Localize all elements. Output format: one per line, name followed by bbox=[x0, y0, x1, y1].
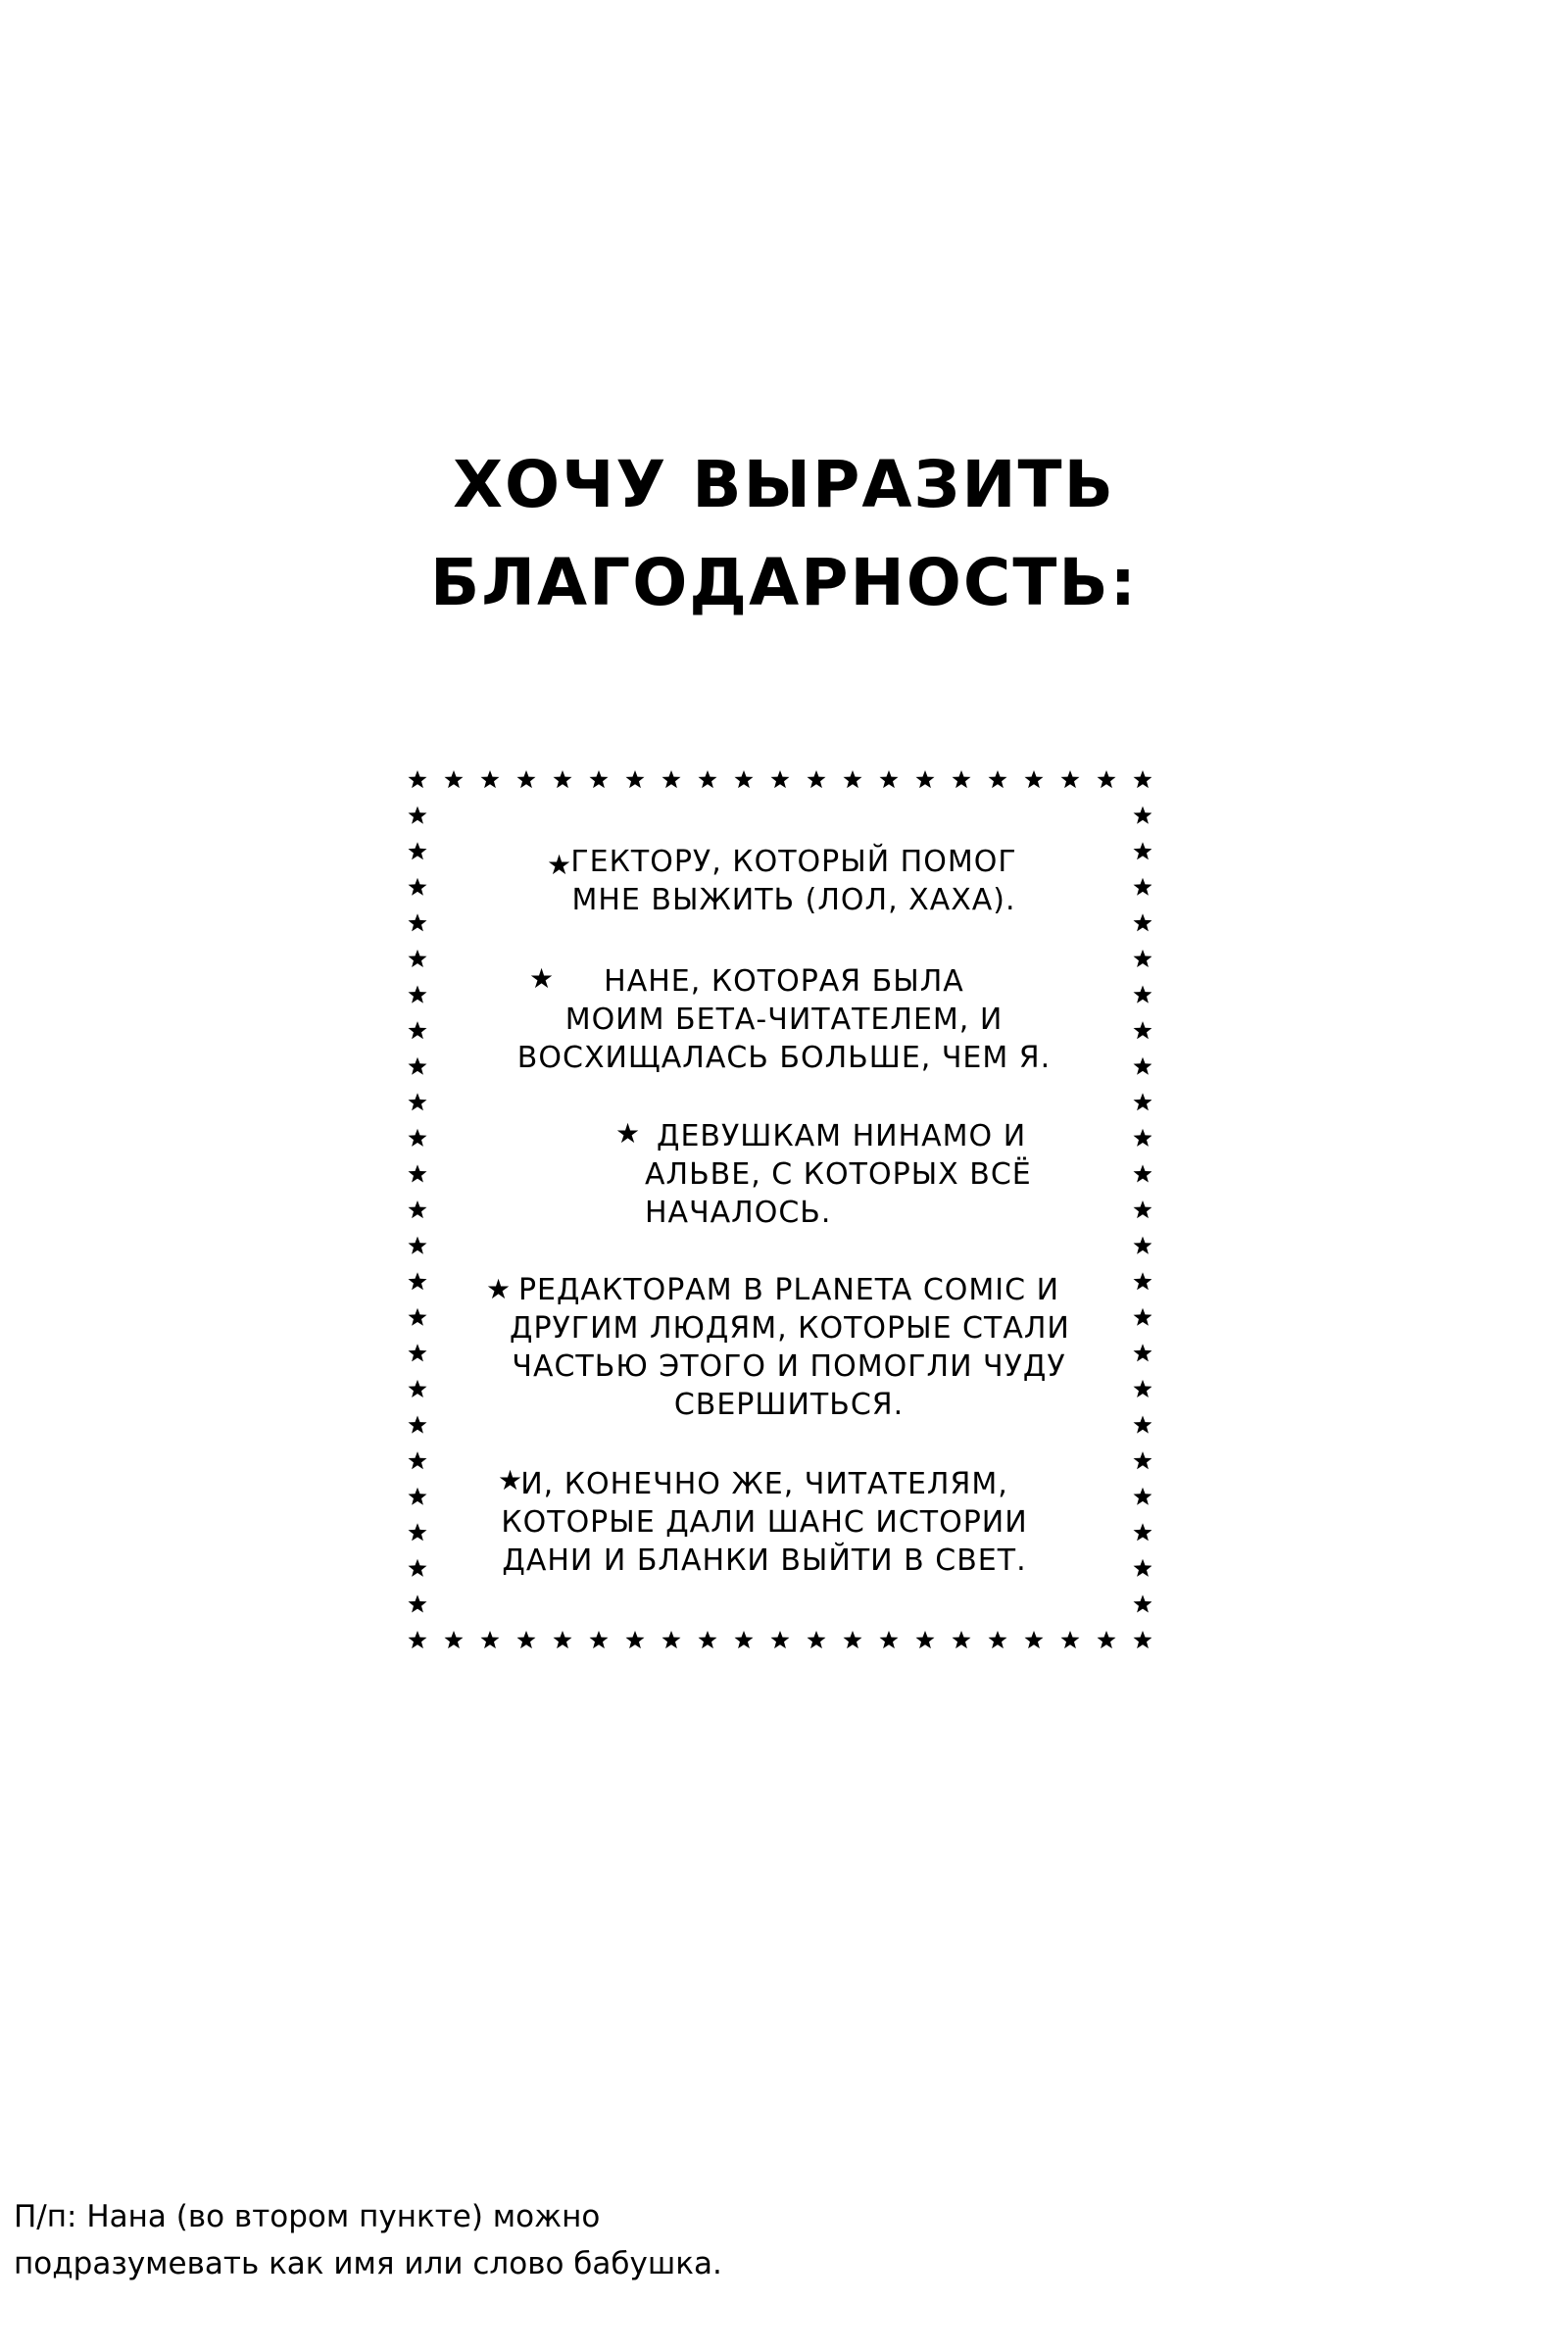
border-star-icon bbox=[409, 1344, 427, 1361]
border-star-icon bbox=[481, 770, 500, 788]
border-star-icon bbox=[409, 1488, 427, 1505]
thanks-item-1-line-2: МНЕ ВЫЖИТЬ (ЛОЛ, ХАХА). bbox=[571, 883, 1016, 917]
border-star-icon bbox=[1134, 986, 1152, 1004]
border-star-icon bbox=[409, 1200, 427, 1218]
border-star-icon bbox=[771, 770, 790, 788]
border-star-icon bbox=[989, 1631, 1007, 1648]
border-star-icon bbox=[1134, 1631, 1152, 1648]
border-star-icon bbox=[554, 1631, 572, 1648]
border-star-icon bbox=[409, 913, 427, 931]
border-star-icon bbox=[409, 1308, 427, 1326]
border-star-icon bbox=[1134, 1559, 1152, 1577]
thanks-item-4 bbox=[510, 1271, 1068, 1424]
thanks-item-3-line-3: НАЧАЛОСЬ. bbox=[645, 1196, 832, 1230]
border-star-icon bbox=[1134, 1308, 1152, 1326]
border-star-icon bbox=[626, 770, 645, 788]
thanks-item-3-line-2: АЛЬВЕ, С КОТОРЫХ ВСЁ bbox=[645, 1157, 1032, 1192]
border-star-icon bbox=[662, 1631, 681, 1648]
border-star-icon bbox=[409, 878, 427, 896]
border-star-icon bbox=[409, 1523, 427, 1541]
thanks-item-1-line-1: ГЕКТОРУ, КОТОРЫЙ ПОМОГ bbox=[570, 845, 1017, 879]
border-star-icon bbox=[699, 770, 717, 788]
thanks-item-2 bbox=[510, 962, 1058, 1077]
border-star-icon bbox=[1061, 1631, 1080, 1648]
thanks-item-3-line-1: ДЕВУШКАМ НИНАМО И bbox=[657, 1119, 1027, 1153]
border-star-icon bbox=[1134, 1164, 1152, 1182]
border-star-icon bbox=[409, 807, 427, 824]
border-star-icon bbox=[409, 842, 427, 859]
border-star-icon bbox=[735, 770, 754, 788]
border-star-icon bbox=[481, 1631, 500, 1648]
border-star-icon bbox=[1134, 878, 1152, 896]
thanks-item-2-line-3: ВОСХИЩАЛАСЬ БОЛЬШЕ, ЧЕМ Я. bbox=[516, 1041, 1052, 1075]
border-star-icon bbox=[409, 1416, 427, 1434]
translator-note-line-1: П/п: Нана (во втором пункте) можно bbox=[14, 2199, 601, 2234]
border-star-icon bbox=[1061, 770, 1080, 788]
border-star-icon bbox=[699, 1631, 717, 1648]
border-star-icon bbox=[409, 1021, 427, 1039]
thanks-item-5-line-2: КОТОРЫЕ ДАЛИ ШАНС ИСТОРИИ bbox=[501, 1505, 1028, 1540]
border-star-icon bbox=[880, 770, 899, 788]
border-star-icon bbox=[771, 1631, 790, 1648]
border-star-icon bbox=[409, 770, 427, 788]
border-star-icon bbox=[554, 770, 572, 788]
border-star-icon bbox=[409, 986, 427, 1004]
thanks-item-5-line-3: ДАНИ И БЛАНКИ ВЫЙТИ В СВЕТ. bbox=[502, 1544, 1027, 1578]
border-star-icon bbox=[662, 770, 681, 788]
thanks-item-5-line-1: И, КОНЕЧНО ЖЕ, ЧИТАТЕЛЯМ, bbox=[520, 1467, 1008, 1501]
border-star-icon bbox=[409, 1451, 427, 1469]
border-star-icon bbox=[808, 1631, 826, 1648]
border-star-icon bbox=[517, 770, 536, 788]
thanks-item-4-line-1: РЕДАКТОРАМ В PLANETA COMIC И bbox=[517, 1273, 1060, 1307]
border-star-icon bbox=[1134, 1488, 1152, 1505]
border-star-icon bbox=[409, 1559, 427, 1577]
border-star-icon bbox=[445, 770, 464, 788]
border-star-icon bbox=[517, 1631, 536, 1648]
border-star-icon bbox=[409, 1631, 427, 1648]
border-star-icon bbox=[808, 770, 826, 788]
bullet-star-icon: ★ bbox=[529, 962, 555, 995]
border-star-icon bbox=[1098, 1631, 1116, 1648]
border-star-icon bbox=[1134, 1594, 1152, 1612]
border-star-icon bbox=[1134, 1021, 1152, 1039]
border-star-icon bbox=[1134, 1129, 1152, 1147]
border-star-icon bbox=[916, 1631, 935, 1648]
page-title bbox=[0, 436, 1568, 632]
translator-note-line-2: подразумевать как имя или слово бабушка. bbox=[14, 2246, 722, 2281]
border-star-icon bbox=[409, 950, 427, 967]
border-star-icon bbox=[844, 770, 862, 788]
border-star-icon bbox=[1134, 1416, 1152, 1434]
bullet-star-icon: ★ bbox=[547, 849, 572, 881]
border-star-icon bbox=[1134, 1237, 1152, 1254]
thanks-item-3 bbox=[637, 1117, 1032, 1232]
border-star-icon bbox=[1134, 1057, 1152, 1075]
border-star-icon bbox=[626, 1631, 645, 1648]
border-star-icon bbox=[1134, 1272, 1152, 1290]
thanks-item-4-line-4: СВЕРШИТЬСЯ. bbox=[673, 1388, 905, 1422]
border-star-icon bbox=[1134, 1093, 1152, 1110]
border-star-icon bbox=[953, 770, 971, 788]
thanks-item-2-line-1: НАНЕ, КОТОРАЯ БЫЛА bbox=[604, 964, 964, 999]
title-line-1: ХОЧУ ВЫРАЗИТЬ bbox=[453, 447, 1115, 522]
border-star-icon bbox=[409, 1057, 427, 1075]
bullet-star-icon: ★ bbox=[486, 1273, 512, 1305]
border-star-icon bbox=[1134, 842, 1152, 859]
border-star-icon bbox=[409, 1380, 427, 1397]
border-star-icon bbox=[1134, 1200, 1152, 1218]
border-star-icon bbox=[1134, 1380, 1152, 1397]
border-star-icon bbox=[989, 770, 1007, 788]
border-star-icon bbox=[409, 1129, 427, 1147]
thanks-item-4-line-3: ЧАСТЬЮ ЭТОГО И ПОМОГЛИ ЧУДУ bbox=[512, 1349, 1066, 1384]
border-star-icon bbox=[1134, 1451, 1152, 1469]
translator-note bbox=[14, 2193, 722, 2287]
border-star-icon bbox=[1134, 1523, 1152, 1541]
border-star-icon bbox=[409, 1594, 427, 1612]
border-star-icon bbox=[1134, 807, 1152, 824]
border-star-icon bbox=[1098, 770, 1116, 788]
border-star-icon bbox=[1134, 1344, 1152, 1361]
border-star-icon bbox=[445, 1631, 464, 1648]
border-star-icon bbox=[409, 1237, 427, 1254]
title-line-2: БЛАГОДАРНОСТЬ: bbox=[429, 545, 1139, 620]
border-star-icon bbox=[1025, 770, 1044, 788]
border-star-icon bbox=[1134, 950, 1152, 967]
border-star-icon bbox=[409, 1164, 427, 1182]
border-star-icon bbox=[916, 770, 935, 788]
border-star-icon bbox=[735, 1631, 754, 1648]
border-star-icon bbox=[844, 1631, 862, 1648]
bullet-star-icon: ★ bbox=[615, 1117, 641, 1150]
border-star-icon bbox=[1134, 913, 1152, 931]
border-star-icon bbox=[1134, 770, 1152, 788]
border-star-icon bbox=[1025, 1631, 1044, 1648]
thanks-item-5 bbox=[490, 1465, 1039, 1580]
border-star-icon bbox=[880, 1631, 899, 1648]
border-star-icon bbox=[409, 1093, 427, 1110]
border-star-icon bbox=[590, 1631, 609, 1648]
border-star-icon bbox=[953, 1631, 971, 1648]
bullet-star-icon: ★ bbox=[498, 1464, 523, 1496]
border-star-icon bbox=[590, 770, 609, 788]
border-star-icon bbox=[409, 1272, 427, 1290]
thanks-item-2-line-2: МОИМ БЕТА-ЧИТАТЕЛЕМ, И bbox=[564, 1003, 1004, 1037]
thanks-item-4-line-2: ДРУГИМ ЛЮДЯМ, КОТОРЫЕ СТАЛИ bbox=[510, 1311, 1070, 1346]
thanks-item-1 bbox=[568, 843, 1019, 919]
